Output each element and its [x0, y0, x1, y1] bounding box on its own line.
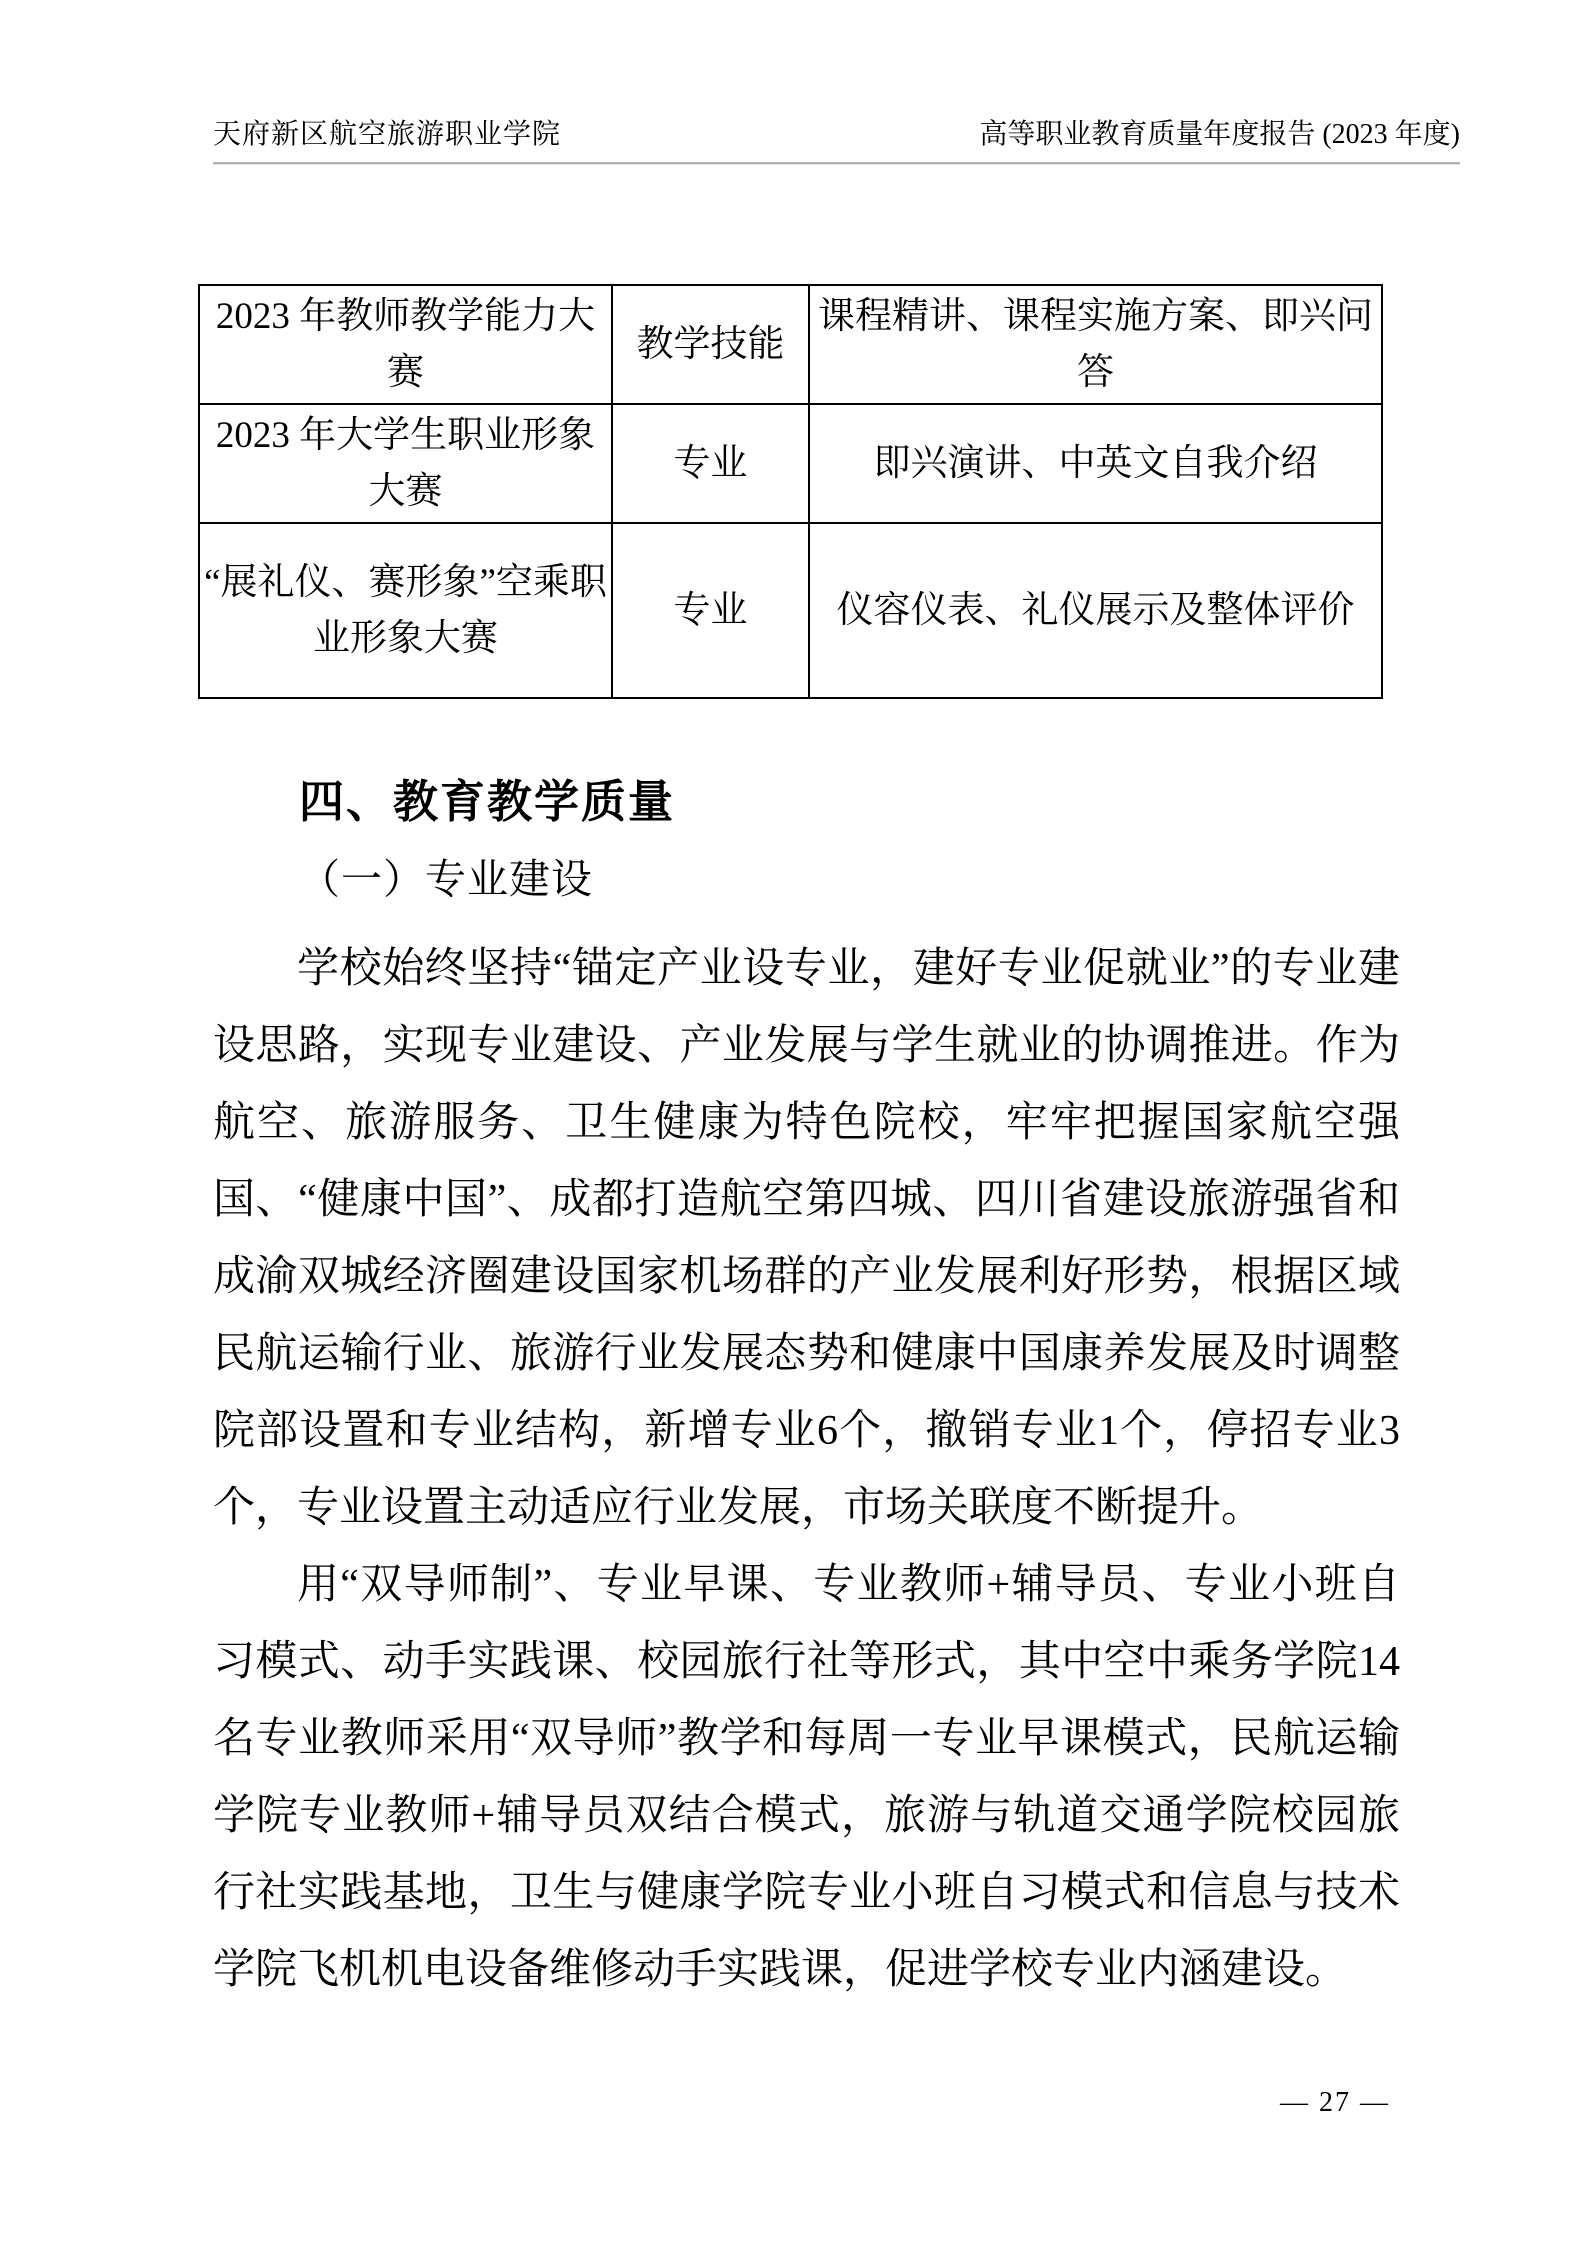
page-number: — 27 — — [1280, 2087, 1390, 2118]
table-row — [199, 285, 1382, 404]
cell-competition-name: 2023 年大学生职业形象大赛 — [199, 404, 612, 523]
cell-competition-type: 教学技能 — [612, 285, 809, 404]
cell-competition-content: 课程精讲、课程实施方案、即兴问答 — [809, 285, 1382, 404]
paragraph-professional-construction: 学校始终坚持“锚定产业设专业，建好专业促就业”的专业建设思路，实现专业建设、产业发展与学生就业的协调推进。作为航空、旅游服务、卫生健康为特色院校，牢牢把握国家航空强国、“健康中国”、成都打造航空第四城、四川省建设旅游强省和成渝双城经济圈建设国家机场群的产业发展利好形势，根据区域民航运输行业、旅游行业发展态势和健康中国康养发展及时调整院部设置和专业结构，新增专业6个，撤销专业1个，停招专业3个，专业设置主动适应行业发展，市场关联度不断提升。 — [213, 946, 1400, 1531]
cell-competition-content: 仪容仪表、礼仪展示及整体评价 — [809, 523, 1382, 698]
header-school-name: 天府新区航空旅游职业学院 — [213, 119, 562, 150]
cell-competition-name: “展礼仪、赛形象”空乘职业形象大赛 — [199, 523, 612, 698]
paragraph-dual-mentor-mode: 用“双导师制”、专业早课、专业教师+辅导员、专业小班自习模式、动手实践课、校园旅行社等形式，其中空中乘务学院14名专业教师采用“双导师”教学和每周一专业早课模式，民航运输学院专业教师+辅导员双结合模式，旅游与轨道交通学院校园旅行社实践基地，卫生与健康学院专业小班自习模式和信息与技术学院飞机机电设备维修动手实践课，促进学校专业内涵建设。 — [213, 1562, 1400, 1993]
cell-competition-type: 专业 — [612, 523, 809, 698]
cell-competition-content: 即兴演讲、中英文自我介绍 — [809, 404, 1382, 523]
body-text — [213, 931, 1400, 2009]
table-row — [199, 523, 1382, 698]
header-report-title: 高等职业教育质量年度报告 (2023 年度) — [979, 119, 1460, 150]
cell-competition-type: 专业 — [612, 404, 809, 523]
cell-competition-name: 2023 年教师教学能力大赛 — [199, 285, 612, 404]
section-heading: 四、教育教学质量 — [299, 776, 676, 827]
table-row — [199, 404, 1382, 523]
running-header — [213, 118, 1460, 164]
subsection-heading: （一）专业建设 — [299, 856, 593, 902]
competition-table — [198, 284, 1383, 699]
